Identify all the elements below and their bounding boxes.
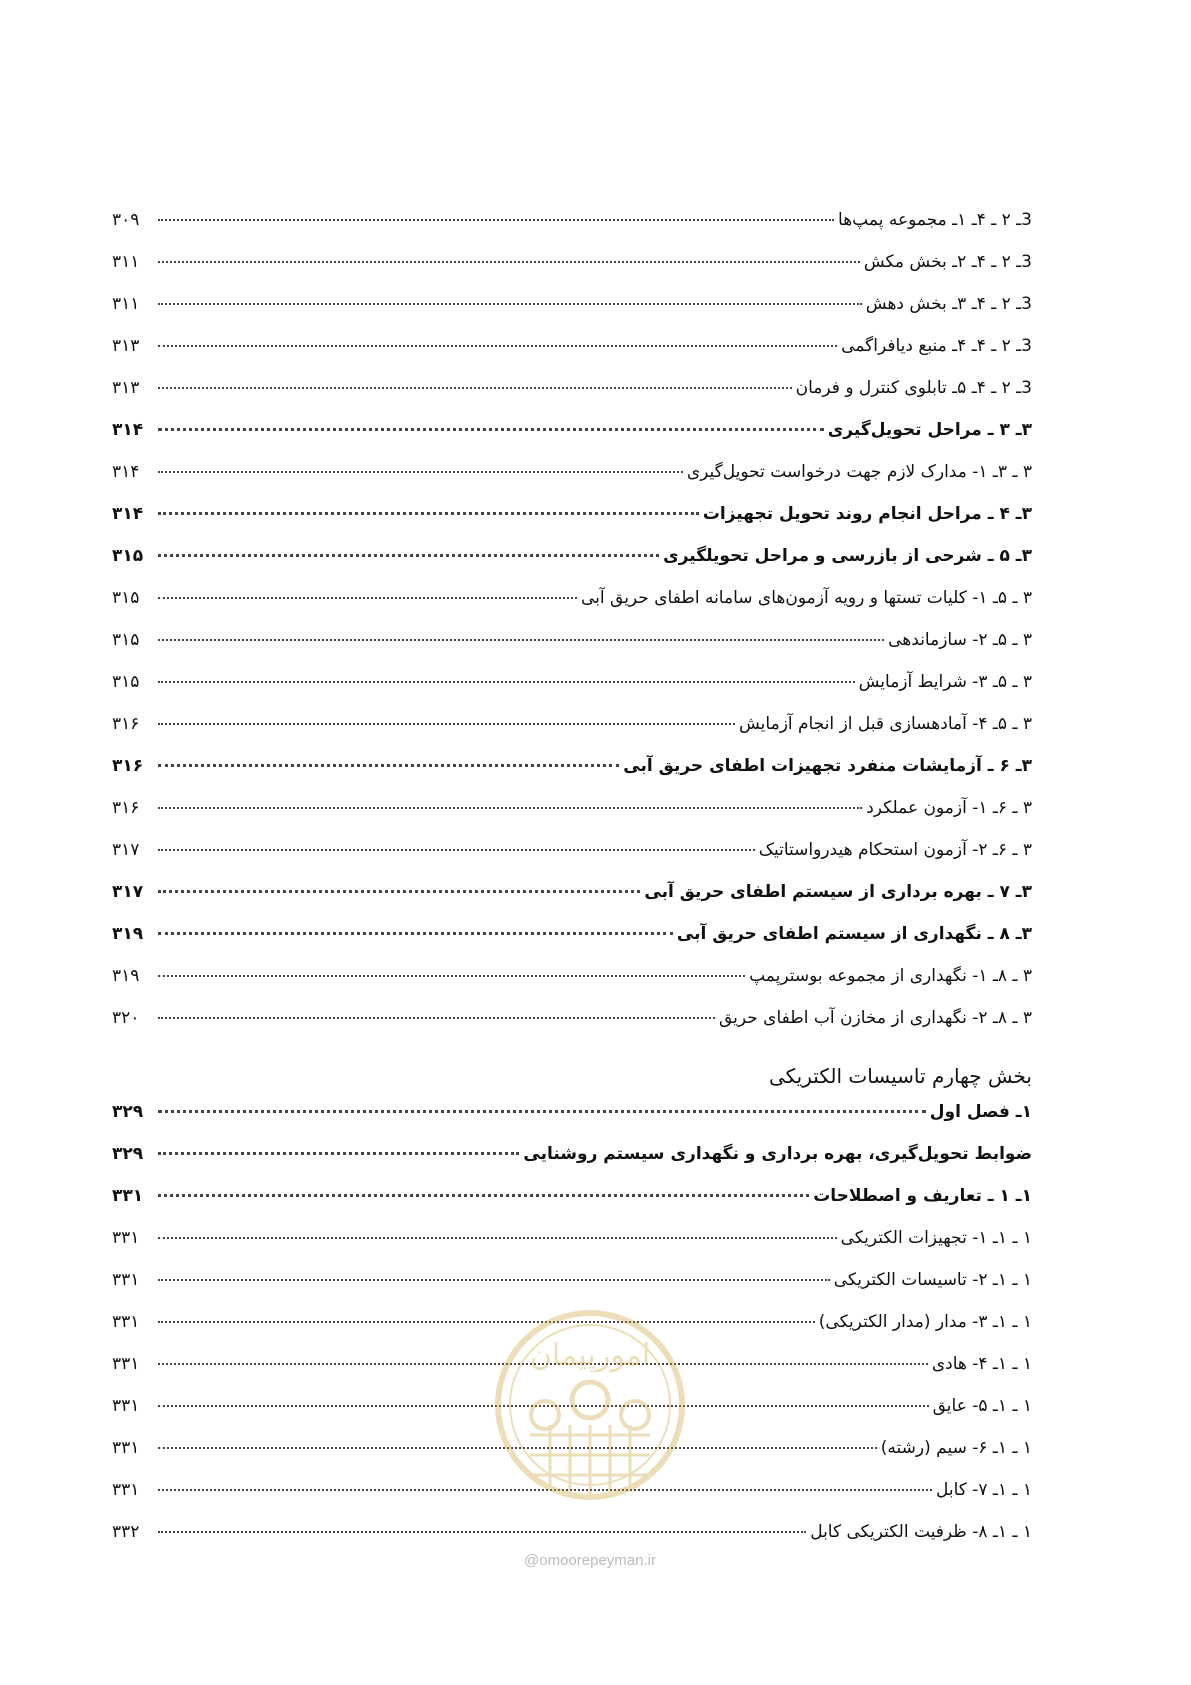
toc-entry[interactable] <box>112 1008 1032 1050</box>
toc-entry-label: ۳ ـ ۵ـ ۳- شرایط آزمایش <box>858 672 1032 692</box>
toc-entry-page: ۳۱۷ <box>112 882 144 902</box>
toc-entry[interactable] <box>112 798 1032 840</box>
toc-entry-label: ۳ ـ ۵ـ ۴- آمادهسازی قبل از انجام آزمایش <box>739 714 1032 734</box>
dot-leader <box>158 387 792 389</box>
toc-entry-page: ۳۲۹ <box>112 1144 144 1164</box>
toc-entry-page: ۳۱۱ <box>112 252 140 272</box>
dot-leader <box>158 303 862 305</box>
dot-leader <box>158 597 577 599</box>
dot-leader <box>158 554 659 557</box>
toc-entry-page: ۳۲۹ <box>112 1102 144 1122</box>
toc-entry[interactable] <box>112 1102 1032 1144</box>
dot-leader <box>158 890 640 893</box>
toc-entry-page: ۳۱۵ <box>112 546 144 566</box>
dot-leader <box>158 764 619 767</box>
toc-entry-label: 3ـ ۲ ـ ۴ـ ۱ـ مجموعه پمپ‌ها <box>838 210 1032 230</box>
toc-entry-label: ۳ـ ۴ ـ مراحل انجام روند تحویل تجهیزات <box>702 504 1032 524</box>
toc-entry-page: ۳۰۹ <box>112 210 140 230</box>
dot-leader <box>158 639 884 641</box>
toc-entry-label: ۳ ـ ۳ـ ۱- مدارک لازم جهت درخواست تحویل‌گیری <box>686 462 1032 482</box>
toc-entry-label: ۳ ـ ۶ـ ۱- آزمون عملکرد <box>866 798 1032 818</box>
toc-entry[interactable] <box>112 546 1032 588</box>
toc-entry-label: ۳ـ ۸ ـ نگهداری از سیستم اطفای حریق آبی <box>676 924 1032 944</box>
dot-leader <box>158 1194 809 1197</box>
dot-leader <box>158 428 824 431</box>
toc-entry-label: ۳ـ ۶ ـ آزمایشات منفرد تجهیزات اطفای حریق آبی <box>623 756 1032 776</box>
toc-entry[interactable] <box>112 252 1032 294</box>
toc-entry[interactable] <box>112 336 1032 378</box>
toc-entry-label: ۳ ـ ۶ـ ۲- آزمون استحکام هیدرواستاتیک <box>758 840 1032 860</box>
dot-leader <box>158 345 837 347</box>
dot-leader <box>158 1110 926 1113</box>
dot-leader <box>158 1152 519 1155</box>
toc-entry-page: ۳۲۰ <box>112 1008 140 1028</box>
toc-entry-page: ۳۱۴ <box>112 420 144 440</box>
toc-entry[interactable] <box>112 378 1032 420</box>
toc-entry-page: ۳۱۴ <box>112 462 140 482</box>
dot-leader <box>158 1017 715 1019</box>
toc-entry-page: ۳۳۱ <box>112 1228 140 1248</box>
toc-entry-page: ۳۳۱ <box>112 1312 140 1332</box>
toc-entry[interactable] <box>112 294 1032 336</box>
toc-entry[interactable] <box>112 924 1032 966</box>
toc-entry-label: ۱ ـ ۱ـ ۶- سیم (رشته) <box>880 1438 1032 1458</box>
toc-entry[interactable] <box>112 504 1032 546</box>
toc-entry-page: ۳۱۹ <box>112 966 140 986</box>
toc-entry[interactable] <box>112 1228 1032 1270</box>
toc-entry-page: ۳۱۳ <box>112 336 140 356</box>
toc-entry-label: ۳ ـ ۵ـ ۱- کلیات تستها و رویه آزمون‌های سامانه اطفای حریق آبی <box>580 588 1032 608</box>
dot-leader <box>158 681 855 683</box>
toc-entry-page: ۳۱۳ <box>112 378 140 398</box>
toc-entry-label: 3ـ ۲ ـ ۴ـ ۴ـ منبع دیافراگمی <box>841 336 1032 356</box>
toc-entry-label: ۳ ـ ۸ـ ۲- نگهداری از مخازن آب اطفای حریق <box>718 1008 1032 1028</box>
toc-entry-page: ۳۱۶ <box>112 714 140 734</box>
toc-entry-page: ۳۳۱ <box>112 1270 140 1290</box>
toc-entry-page: ۳۳۱ <box>112 1480 140 1500</box>
toc-entry-label: ۱ـ فصل اول <box>929 1102 1032 1122</box>
dot-leader <box>158 932 673 935</box>
toc-entry-label: ضوابط تحویل‌گیری، بهره برداری و نگهداری سیستم روشنایی <box>523 1144 1032 1164</box>
dot-leader <box>158 807 862 809</box>
toc-entry-label: ۱ ـ ۱ـ ۳- مدار (مدار الکتریکی) <box>818 1312 1032 1332</box>
toc-entry-page: ۳۳۱ <box>112 1438 140 1458</box>
toc-entry[interactable] <box>112 1144 1032 1186</box>
toc-entry[interactable] <box>112 630 1032 672</box>
svg-text:امورپیمان: امورپیمان <box>529 1338 651 1373</box>
toc-entry[interactable] <box>112 588 1032 630</box>
toc-entry[interactable] <box>112 462 1032 504</box>
dot-leader <box>158 512 699 515</box>
toc-entry-label: ۳ـ ۷ ـ بهره برداری از سیستم اطفای حریق آبی <box>644 882 1032 902</box>
toc-entry-label: 3ـ ۲ ـ ۴ـ ۳ـ بخش دهش <box>865 294 1032 314</box>
toc-entry-page: ۳۱۹ <box>112 924 144 944</box>
toc-entry-page: ۳۱۶ <box>112 756 144 776</box>
section-heading: بخش چهارم تاسیسات الکتریکی <box>768 1064 1032 1088</box>
toc-entry-label: ۱ ـ ۱ـ ۵- عایق <box>932 1396 1032 1416</box>
toc-entry-page: ۳۱۵ <box>112 630 140 650</box>
dot-leader <box>158 1279 830 1281</box>
toc-entry[interactable] <box>112 1186 1032 1228</box>
toc-entry[interactable] <box>112 966 1032 1008</box>
watermark-logo <box>490 1305 690 1505</box>
toc-entry-label: ۳ ـ ۵ـ ۲- سازماندهی <box>888 630 1032 650</box>
toc-entry-label: ۱ـ ۱ ـ تعاریف و اصطلاحات <box>813 1186 1032 1206</box>
dot-leader <box>158 1531 806 1533</box>
toc-entry-page: ۳۱۵ <box>112 672 140 692</box>
toc-entry-label: ۱ ـ ۱ـ ۴- هادی <box>931 1354 1032 1374</box>
dot-leader <box>158 1237 837 1239</box>
toc-entry[interactable] <box>112 672 1032 714</box>
dot-leader <box>158 975 745 977</box>
toc-entry[interactable] <box>112 882 1032 924</box>
toc-entry-label: ۳ ـ ۸ـ ۱- نگهداری از مجموعه بوسترپمپ <box>749 966 1032 986</box>
dot-leader <box>158 849 755 851</box>
watermark-url: @omoorepeyman.ir <box>524 1552 656 1569</box>
toc-entry-page: ۳۳۱ <box>112 1186 144 1206</box>
toc-entry-page: ۳۱۶ <box>112 798 140 818</box>
toc-entry-label: ۱ ـ ۱ـ ۲- تاسیسات الکتریکی <box>833 1270 1032 1290</box>
toc-entry[interactable] <box>112 210 1032 252</box>
toc-entry-page: ۳۱۱ <box>112 294 140 314</box>
dot-leader <box>158 261 860 263</box>
toc-entry-label: ۱ ـ ۱ـ ۱- تجهیزات الکتریکی <box>840 1228 1032 1248</box>
dot-leader <box>158 723 735 725</box>
toc-entry-page: ۳۱۴ <box>112 504 144 524</box>
toc-entry[interactable] <box>112 840 1032 882</box>
toc-entry-page: ۳۱۵ <box>112 588 140 608</box>
toc-entry-page: ۳۳۱ <box>112 1354 140 1374</box>
dot-leader <box>158 471 683 473</box>
toc-entry-page: ۳۳۲ <box>112 1522 140 1542</box>
toc-entry-label: 3ـ ۲ ـ ۴ـ ۵ـ تابلوی کنترل و فرمان <box>795 378 1032 398</box>
toc-entry-label: ۱ ـ ۱ـ ۸- ظرفیت الکتریکی کابل <box>810 1522 1032 1542</box>
dot-leader <box>158 219 834 221</box>
toc-entry[interactable] <box>112 756 1032 798</box>
toc-entry-page: ۳۳۱ <box>112 1396 140 1416</box>
toc-entry-label: 3ـ ۲ ـ ۴ـ ۲ـ بخش مکش <box>863 252 1032 272</box>
toc-entry-page: ۳۱۷ <box>112 840 140 860</box>
toc-entry-label: ۳ـ ۵ ـ شرحی از بازرسی و مراحل تحویلگیری <box>663 546 1032 566</box>
toc-entry[interactable] <box>112 714 1032 756</box>
dot-leader <box>158 1321 815 1323</box>
toc-entry[interactable] <box>112 420 1032 462</box>
toc-entry-label: ۱ ـ ۱ـ ۷- کابل <box>935 1480 1032 1500</box>
toc-entry-label: ۳ـ ۳ ـ مراحل تحویل‌گیری <box>827 420 1032 440</box>
